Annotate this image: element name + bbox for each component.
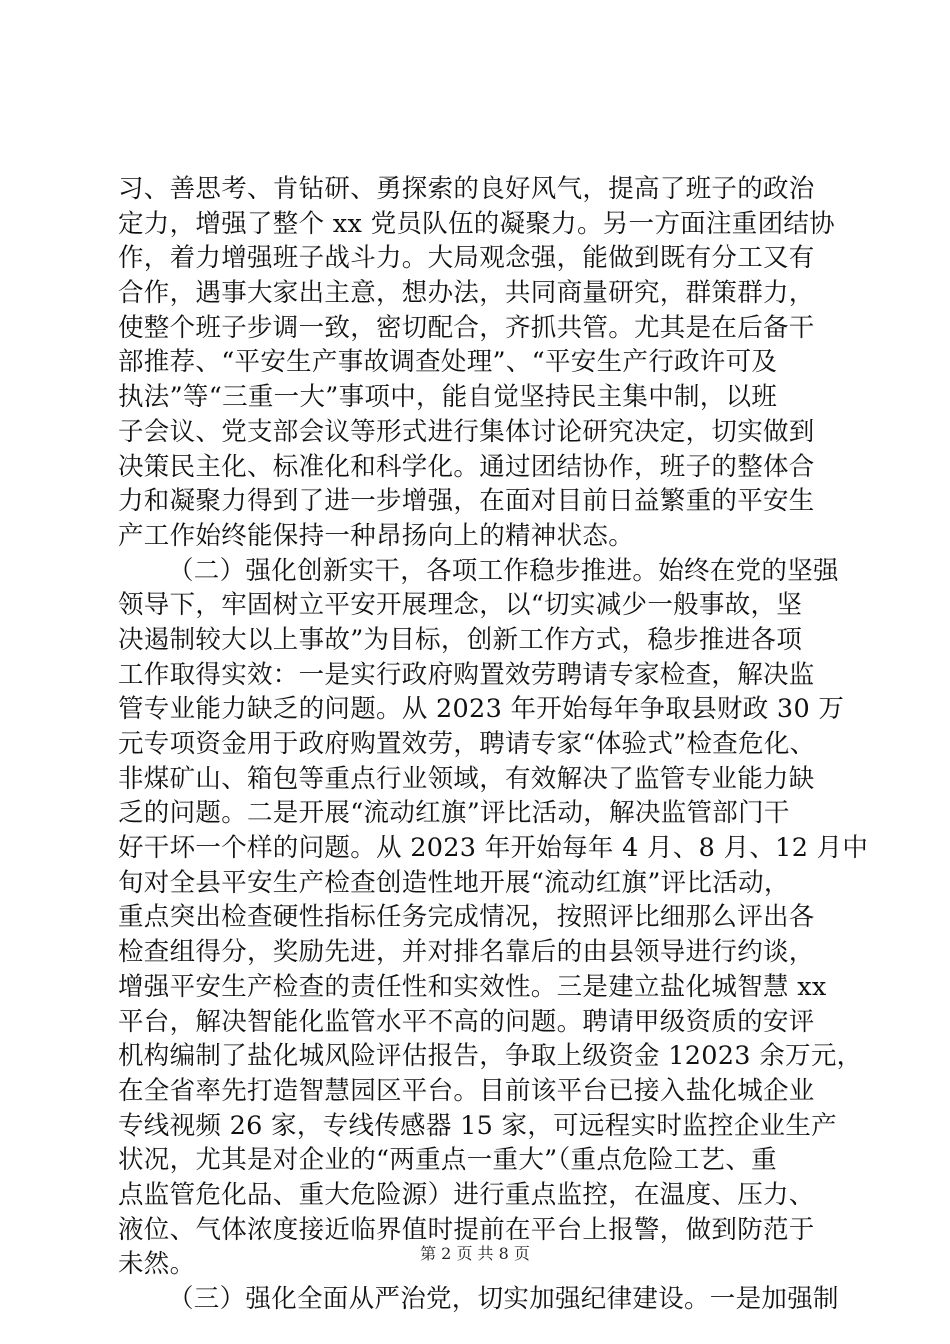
text-line: 未然。 <box>118 1249 196 1280</box>
text-line: 领导下，牢固树立平安开展理念，以“切实减少一般事故，坚 <box>118 590 803 621</box>
text-line: 子会议、党支部会议等形式进行集体讨论研究决定，切实做到 <box>118 416 815 447</box>
text-line: 作，着力增强班子战斗力。大局观念强，能做到既有分工又有 <box>118 243 815 274</box>
text-line: 检查组得分，奖励先进，并对排名靠后的由县领导进行约谈， <box>118 937 815 968</box>
text-line: 旬对全县平安生产检查创造性地开展“流动红旗”评比活动， <box>118 867 790 898</box>
text-line: 决策民主化、标准化和科学化。通过团结协作，班子的整体合 <box>118 451 815 482</box>
text-line: 专线视频 26 家，专线传感器 15 家，可远程实时监控企业生产 <box>118 1110 837 1141</box>
text-line: 非煤矿山、箱包等重点行业领域，有效解决了监管专业能力缺 <box>118 763 815 794</box>
text-line: 执法”等“三重一大”事项中，能自觉坚持民主集中制，以班 <box>118 382 778 413</box>
text-line: 习、善思考、肯钻研、勇探索的良好风气，提高了班子的政治 <box>118 174 815 204</box>
document-body <box>118 172 869 1317</box>
text-line: 液位、气体浓度接近临界值时提前在平台上报警，做到防范于 <box>118 1214 815 1245</box>
text-line: 增强平安生产检查的责任性和实效性。三是建立盐化城智慧 xx <box>118 971 827 1002</box>
text-line: 在全省率先打造智慧园区平台。目前该平台已接入盐化城企业 <box>118 1075 815 1106</box>
text-line: 状况，尤其是对企业的“两重点一重大”（重点危险工艺、重 <box>118 1145 777 1176</box>
text-line: 点监管危化品、重大危险源）进行重点监控，在温度、压力、 <box>118 1179 815 1210</box>
text-line: 部推荐、“平安生产事故调查处理”、“平安生产行政许可及 <box>118 347 778 378</box>
text-line: 工作取得实效：一是实行政府购置效劳聘请专家检查，解决监 <box>118 659 815 690</box>
text-line: 管专业能力缺乏的问题。从 2023 年开始每年争取县财政 30 万 <box>118 694 845 725</box>
text-line: 决遏制较大以上事故”为目标，创新工作方式，稳步推进各项 <box>118 624 803 655</box>
text-line: 乏的问题。二是开展“流动红旗”评比活动，解决监管部门干 <box>118 798 790 829</box>
text-line: （三）强化全面从严治党，切实加强纪律建设。一是加强制 <box>168 1284 839 1314</box>
text-line: （二）强化创新实干，各项工作稳步推进。始终在党的坚强 <box>168 555 839 586</box>
text-line: 使整个班子步调一致，密切配合，齐抓共管。尤其是在后备干 <box>118 312 815 343</box>
text-line: 好干坏一个样的问题。从 2023 年开始每年 4 月、8 月、12 月中 <box>118 833 869 864</box>
text-line: 定力，增强了整个 xx 党员队伍的凝聚力。另一方面注重团结协 <box>118 208 835 239</box>
text-line: 元专项资金用于政府购置效劳，聘请专家“体验式”检查危化、 <box>118 729 816 759</box>
text-line: 力和凝聚力得到了进一步增强，在面对目前日益繁重的平安生 <box>118 486 815 517</box>
text-line: 平台，解决智能化监管水平不高的问题。聘请甲级资质的安评 <box>118 1006 815 1037</box>
page-footer: 第 2 页 共 8 页 <box>420 1244 530 1263</box>
text-line: 重点突出检查硬性指标任务完成情况，按照评比细那么评出各 <box>118 902 815 933</box>
text-line: 机构编制了盐化城风险评估报告，争取上级资金 12023 余万元， <box>118 1041 863 1072</box>
text-line: 产工作始终能保持一种昂扬向上的精神状态。 <box>118 520 635 551</box>
text-line: 合作，遇事大家出主意，想办法，共同商量研究，群策群力， <box>118 278 815 309</box>
